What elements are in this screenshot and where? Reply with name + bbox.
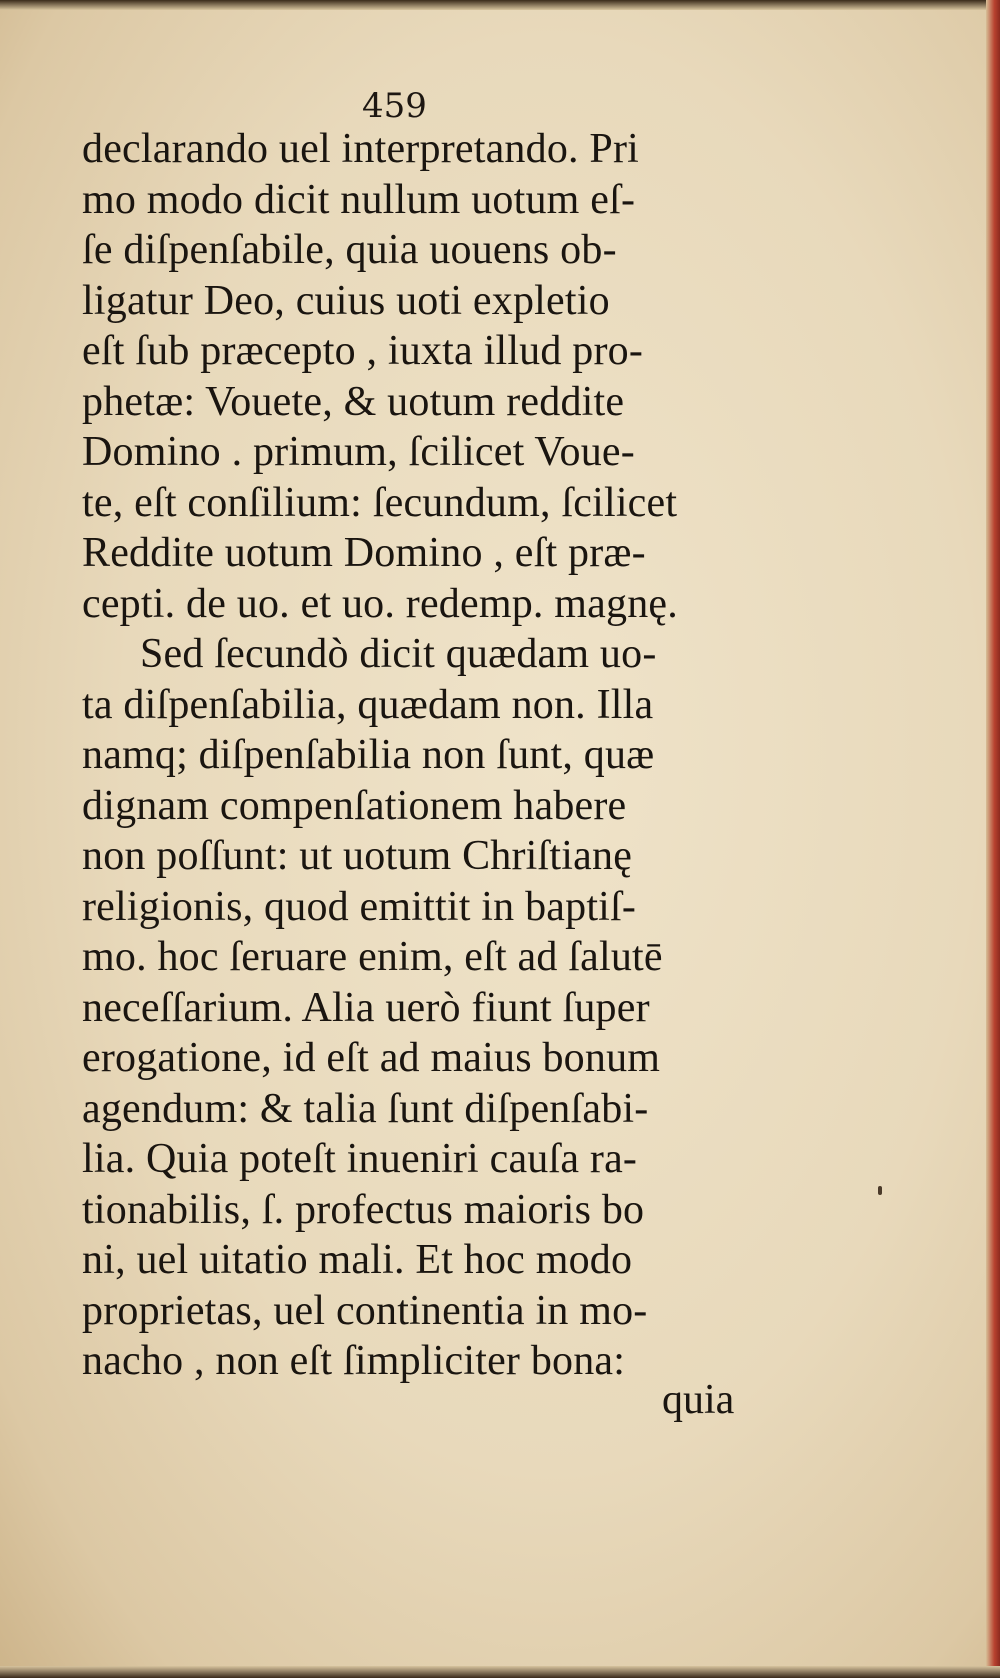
text-line: ni, uel uitatio mali. Et hoc modo [82,1237,633,1283]
page-top-edge [0,0,1000,10]
text-line: cepti. de uo. et uo. redemp. magnę. [82,580,678,627]
text-line: Domino . primum, ſcilicet Voue- [82,429,635,475]
ink-speck [878,1186,882,1195]
text-line: mo modo dicit nullum uotum eſ- [82,176,636,223]
body-text [82,124,762,1387]
text-line: declarando uel interpretando. Pri [82,126,640,172]
paragraph-start-line: Sed ſecundò dicit quædam uo- [140,631,657,677]
text-line: ligatur Deo, cuius uoti expletio [82,277,610,324]
text-line: eſt ſub præcepto , iuxta illud pro- [82,328,644,374]
text-line: Reddite uotum Domino , eſt præ- [82,530,646,576]
page-fore-edge [986,0,1000,1678]
text-line: proprietas, uel continentia in mo- [82,1287,648,1334]
page-number: 459 [362,86,427,126]
text-line: mo. hoc ſeruare enim, eſt ad ſalutē [82,934,663,980]
text-line: religionis, quod emittit in baptiſ- [82,883,637,930]
text-line: non poſſunt: ut uotum Chriſtianę [82,833,633,879]
page-bottom-edge [0,1666,1000,1678]
text-line: tionabilis, ſ. profectus maioris bo [82,1186,645,1233]
text-line: ſe diſpenſabile, quia uouens ob- [82,227,617,273]
text-line: dignam compenſationem habere [82,782,627,829]
text-line: ta diſpenſabilia, quædam non. Illa [82,681,654,728]
text-line: neceſſarium. Alia uerò fiunt ſuper [82,984,650,1031]
text-line: lia. Quia poteſt inueniri cauſa ra- [82,1136,638,1182]
text-line: te, eſt conſilium: ſecundum, ſcilicet [82,479,678,526]
text-line: phetæ: Vouete, & uotum reddite [82,378,625,425]
text-line: agendum: & talia ſunt diſpenſabi- [82,1085,649,1132]
text-line: nacho , non eſt ſimpliciter bona: [82,1338,626,1384]
text-line: namq; diſpenſabilia non ſunt, quæ [82,732,655,778]
catchword: quia [662,1377,735,1423]
text-line: erogatione, id eſt ad maius bonum [82,1035,661,1081]
